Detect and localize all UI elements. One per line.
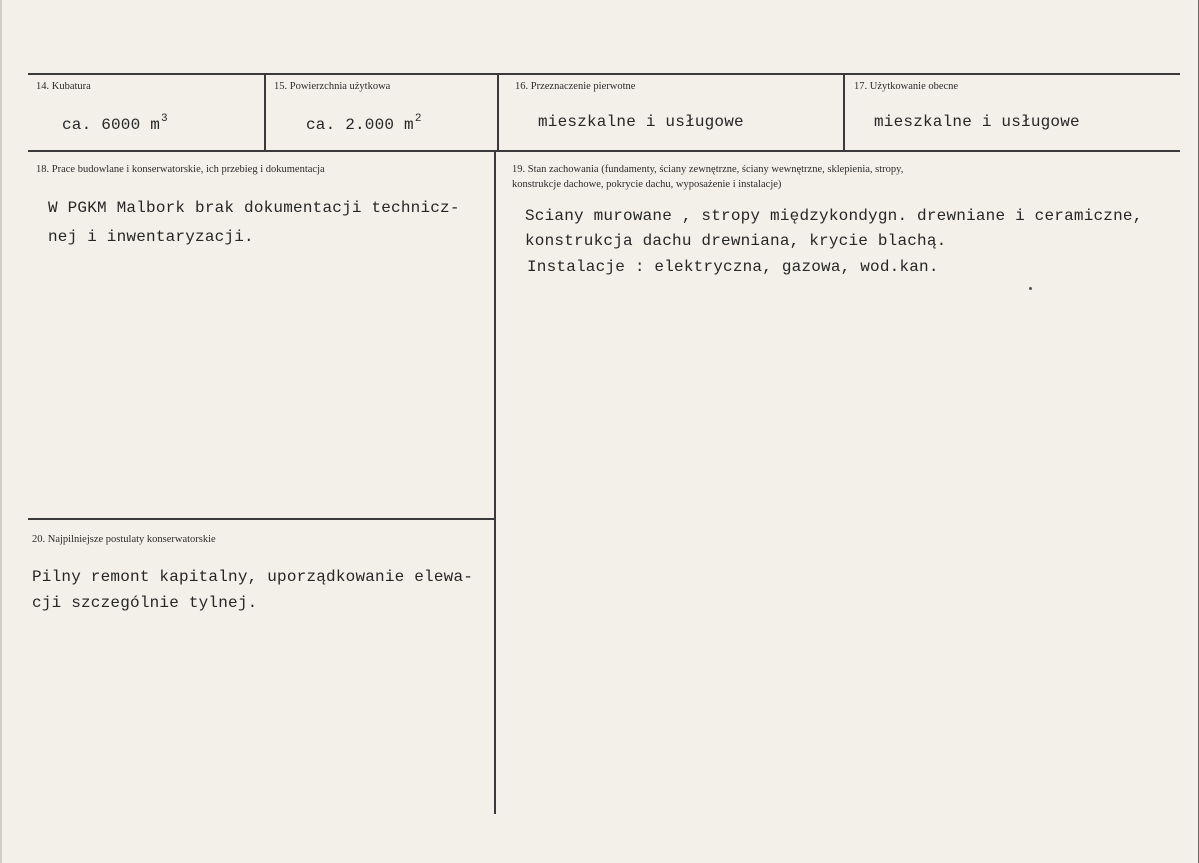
powierzchnia-label: 15. Powierzchnia użytkowa <box>274 81 391 92</box>
kubatura-value <box>62 113 168 134</box>
powierzchnia-unit-exponent: 2 <box>414 113 422 125</box>
col-divider-2 <box>497 73 499 152</box>
prace-line-1: W PGKM Malbork brak dokumentacji technicz- <box>48 199 460 217</box>
postulaty-line-2: cji szczególnie tylnej. <box>32 594 258 612</box>
stan-label-line-2: konstrukcje dachowe, pokrycie dachu, wyposażenie i instalacje) <box>512 179 782 190</box>
col-divider-3 <box>843 73 845 152</box>
stan-line-1: Sciany murowane , stropy międzykondygn. drewniane i ceramiczne, <box>525 207 1143 225</box>
prace-line-2: nej i inwentaryzacji. <box>48 228 254 246</box>
stan-line-2: konstrukcja dachu drewniana, krycie blachą. <box>525 232 947 250</box>
powierzchnia-value <box>306 113 422 134</box>
center-divider <box>494 150 496 814</box>
uzytkowanie-label: 17. Użytkowanie obecne <box>854 81 959 92</box>
przeznaczenie-value: mieszkalne i usługowe <box>538 113 744 131</box>
uzytkowanie-value: mieszkalne i usługowe <box>874 113 1080 131</box>
kubatura-unit-exponent: 3 <box>161 113 168 125</box>
stray-dot <box>1029 287 1032 290</box>
przeznaczenie-label: 16. Przeznaczenie pierwotne <box>515 81 636 92</box>
section-divider <box>28 518 495 520</box>
postulaty-line-1: Pilny remont kapitalny, uporządkowanie elewa- <box>32 568 474 586</box>
top-rule <box>28 73 1180 75</box>
prace-label: 18. Prace budowlane i konserwatorskie, ich przebieg i dokumentacja <box>36 164 325 175</box>
kubatura-value-text: ca. 6000 m <box>62 116 161 134</box>
col-divider-1 <box>264 73 266 152</box>
row-divider <box>28 150 1180 152</box>
stan-label-line-1: 19. Stan zachowania (fundamenty, ściany zewnętrzne, ściany wewnętrzne, sklepienia, stropy, <box>512 164 904 175</box>
kubatura-label: 14. Kubatura <box>36 81 91 92</box>
powierzchnia-value-text: ca. 2.000 m <box>306 116 414 134</box>
stan-line-3: Instalacje : elektryczna, gazowa, wod.kan. <box>527 258 939 276</box>
postulaty-label: 20. Najpilniejsze postulaty konserwatorskie <box>32 534 216 545</box>
